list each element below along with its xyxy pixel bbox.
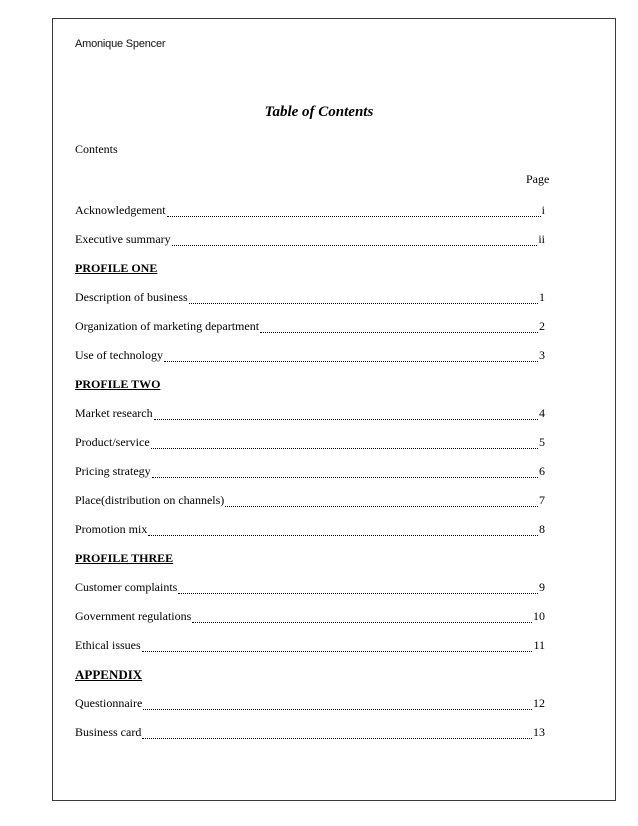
- toc-entry: [75, 457, 545, 486]
- toc-entry: [75, 515, 545, 544]
- toc-entry-label: Customer complaints: [75, 580, 178, 594]
- toc-section-heading: PROFILE ONE: [75, 261, 158, 275]
- toc-dot-leader: [189, 302, 538, 304]
- toc-entry-page-number: 13: [533, 725, 545, 739]
- page-column-label: Page: [526, 172, 550, 186]
- contents-label: Contents: [75, 142, 118, 156]
- toc-entry-page-number: 3: [539, 348, 545, 362]
- toc-dot-leader: [178, 592, 538, 594]
- toc-entry: [75, 428, 545, 457]
- toc-entry-page-number: 7: [539, 493, 545, 507]
- toc-entry: [75, 689, 545, 718]
- toc-entry: [75, 341, 545, 370]
- toc-entry-page-number: 6: [539, 464, 545, 478]
- toc-entry: [75, 399, 545, 428]
- header-author-name: Amonique Spencer: [75, 38, 166, 50]
- toc-entry-page-number: 12: [533, 696, 545, 710]
- toc-entry-page-number: 1: [539, 290, 545, 304]
- toc-dot-leader: [143, 708, 532, 710]
- toc-entry: [75, 196, 545, 225]
- toc-dot-leader: [142, 737, 532, 739]
- toc-entry-page-number: 4: [539, 406, 545, 420]
- table-of-contents: [75, 196, 545, 747]
- toc-entry-page-number: i: [541, 203, 545, 217]
- toc-dot-leader: [142, 650, 533, 652]
- toc-entry: [75, 312, 545, 341]
- toc-section-heading: PROFILE THREE: [75, 551, 174, 565]
- toc-entry-label: Government regulations: [75, 609, 192, 623]
- toc-entry-page-number: 8: [539, 522, 545, 536]
- toc-dot-leader: [152, 476, 538, 478]
- toc-dot-leader: [151, 447, 538, 449]
- toc-entry-label: Use of technology: [75, 348, 163, 362]
- toc-entry-label: Acknowledgement: [75, 203, 166, 217]
- toc-dot-leader: [172, 244, 538, 246]
- toc-entry: [75, 573, 545, 602]
- toc-entry: [75, 602, 545, 631]
- toc-entry-label: Product/service: [75, 435, 150, 449]
- toc-entry-label: Place(distribution on channels): [75, 493, 225, 507]
- toc-dot-leader: [148, 534, 538, 536]
- toc-entry: [75, 718, 545, 747]
- toc-entry-label: Organization of marketing department: [75, 319, 260, 333]
- toc-entry-page-number: 9: [539, 580, 545, 594]
- toc-entry: [75, 225, 545, 254]
- toc-entry-label: Promotion mix: [75, 522, 148, 536]
- toc-entry-page-number: 11: [533, 638, 545, 652]
- toc-section-heading: APPENDIX: [75, 667, 143, 682]
- toc-entry-label: Ethical issues: [75, 638, 141, 652]
- toc-entry-label: Questionnaire: [75, 696, 143, 710]
- toc-entry-page-number: 10: [533, 609, 545, 623]
- toc-dot-leader: [225, 505, 538, 507]
- toc-dot-leader: [154, 418, 538, 420]
- toc-dot-leader: [192, 621, 532, 623]
- page-title: Table of Contents: [264, 104, 374, 120]
- toc-entry: [75, 631, 545, 660]
- toc-entry-label: Pricing strategy: [75, 464, 151, 478]
- toc-entry-label: Business card: [75, 725, 142, 739]
- toc-entry-label: Description of business: [75, 290, 188, 304]
- toc-entry-label: Executive summary: [75, 232, 171, 246]
- toc-entry: [75, 283, 545, 312]
- toc-dot-leader: [167, 215, 541, 217]
- toc-entry-label: Market research: [75, 406, 153, 420]
- toc-dot-leader: [164, 360, 538, 362]
- toc-section-heading: PROFILE TWO: [75, 377, 161, 391]
- toc-entry-page-number: 5: [539, 435, 545, 449]
- toc-entry-page-number: 2: [539, 319, 545, 333]
- toc-entry-page-number: ii: [538, 232, 545, 246]
- toc-entry: [75, 486, 545, 515]
- toc-dot-leader: [260, 331, 538, 333]
